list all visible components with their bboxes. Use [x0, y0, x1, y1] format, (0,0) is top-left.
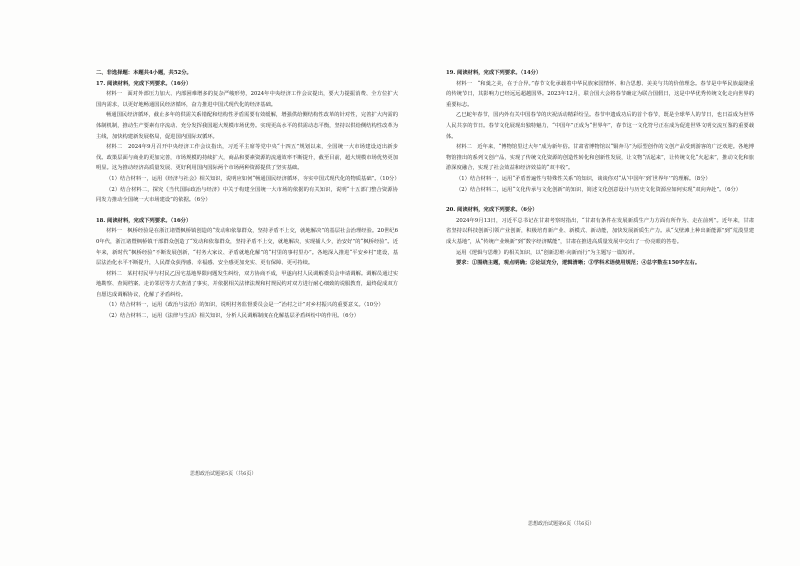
q18-title: 18. 阅读材料，完成下列要求。（16分） [96, 217, 192, 224]
q19-material-1-continued: 乙巳蛇年春节，国内外有关中国春节的庆祝活动精彩纷呈。春节申遗成功后的首个春节，既是全球华人的节日，也日益成为世界人民共享的节日。春节文化展现出独特魅力，“中国年”正成为“世界年”，春节这一文化符号正在成为促进世界文明交流互鉴的重要载体。 [446, 112, 754, 140]
page-5-footer: 思想政治试题第5页（共6页） [190, 471, 257, 477]
q18-question-1: （1）结合材料一，运用《政治与法治》的知识，说明村务监督委员会是一“治村之计”对乡村振兴的重要意义。（10分） [106, 302, 384, 309]
q17-material-1: 材料一 面对外部压力加大、内部困难增多的复杂严峻形势，2024年中央经济工作会议提出，要大力提振消费、全方位扩大国内需求，以更好地畅通国民经济循环，奋力推进中国式现代化的经济基础。 [96, 91, 398, 108]
q20-material: 2024年9月13日，习近平总书记在甘肃考察时指出，“甘肃有条件在发展新质生产力方面有所作为、走在前列”。近年来，甘肃省坚持以科技创新引领产业创新，积极培育新产业、新模式、新动能，加快发展新质生产力。从“戈壁滩上种出新能源”到“荒漠里建成大基地”，从“传统产业焕新”到“数字经济赋能”，甘肃在推进高质量发展中交出了一份亮眼的答卷。 [446, 217, 754, 245]
q18-question-2: （2）结合材料二，运用《法律与生活》相关知识，分析人民调解制度在化解基层矛盾纠纷中的作用。（6分） [106, 313, 360, 320]
q19-question-2: （2）结合材料二，运用“文化传承与文化创新”的知识，简述文化创意设计与历史文化资源应如何实现“双向奔赴”。（6分） [456, 186, 742, 193]
section-title: 二、非选择题：本题共4小题，共52分。 [96, 70, 192, 76]
q19-material-1: 材料一 “和羹之美，在于合异。”春节文化承载着中华民族家国情怀、和合思想、美美与共的价值理念。春节是中华民族最隆重的传统节日，其影响力已经远远超越国界。2023年12月，联合国大会将春节确定为联合国假日，这是中华优秀传统文化走向世界的重要标志。 [446, 80, 754, 108]
q20-requirements: 要求：①围绕主题，观点明确；②论证充分，逻辑清晰；③学科术语使用规范；④总字数在150字左右。 [456, 260, 701, 267]
q18-material-2: 材料二 某村村民甲与村民乙因宅基地界限问题发生纠纷，双方协商不成，甲遂向村人民调解委员会申请调解。调解员通过实地勘察、查阅档案、走访邻居等方式查清了事实，并依据相关法律法规和村规民约对双方进行耐心细致的说服教育，最终促成双方自愿达成调解协议，化解了矛盾纠纷。 [96, 270, 398, 298]
q18-material-1: 材料一 枫桥经验是在浙江诸暨枫桥镇创造的“发动和依靠群众，坚持矛盾不上交，就地解决”的基层社会治理经验。20世纪60年代，浙江诸暨枫桥镇干部群众创造了“发动和依靠群众，坚持矛盾不上交，就地解决，实现捕人少，治安好”的“枫桥经验”。近年来，新时代“枫桥经验”不断发展创新，“村务大家议、矛盾就地化解”的“村里的事村里办”。各地深入推进“平安乡村”建设，基层法治化水平不断提升，人民群众获得感、幸福感、安全感更加充实、更有保障、更可持续。 [96, 228, 398, 267]
q20-title: 20. 阅读材料，完成下列要求。（6分） [446, 207, 538, 214]
q17-question-1: （1）结合材料一，运用《经济与社会》相关知识，说明应如何“畅通国民经济循环，夯实中国式现代化的物质基础”。（10分） [106, 175, 400, 182]
q17-material-2: 材料二 2024年9月召开中央经济工作会议指出，习近平主席等党中央“十四五”规划以来，全国统一大市场建设迈出新步伐。政策层面与商业的更加完善，市场规模的持续扩大，商品和要素资源的流通效率不断提升，截至目前，超大规模市场优势更加明显。这为推动经济高质量发展、更好利用国内国际两个市场两种资源提供了坚实基础。 [96, 144, 398, 172]
q17-title: 17. 阅读材料，完成下列要求。（16分） [96, 80, 192, 87]
page-6-footer: 思想政治试题第6页（共6页） [528, 521, 595, 527]
q19-material-2: 材料二 近年来，“博物馆里过大年”成为新年俗。甘肃省博物馆以“铜奔马”为原型创作的文创产品受到游客的广泛欢迎。各地博物馆推出的系列文创产品，实现了传统文化资源的创造性转化和创新性发展，让文物“活起来”，让传统文化“火起来”，推动文化和旅游深度融合，实现了社会效益和经济效益的“双丰收”。 [446, 144, 754, 172]
q19-title: 19. 阅读材料，完成下列要求。（14分） [446, 70, 542, 76]
q17-question-2: （2）结合材料二，探究《当代国际政治与经济》中关于构建全国统一大市场的依据的有关知识，说明“十五部门整合资源协同发力推动全国统一大市场建设”的依据。（6分） [96, 186, 398, 204]
page-5-column [96, 68, 398, 322]
q19-question-1: （1）结合材料一，运用“矛盾普遍性与特殊性关系”的知识，谈谈你对“从‘中国年’到‘世界年’”的理解。（8分） [456, 175, 711, 182]
spacer [96, 206, 398, 216]
q20-task: 运用《逻辑与思维》的相关知识，以“创新思维·向新而行”为主题写一篇短评。 [456, 249, 638, 256]
q17-material-1-continued: 畅通国民经济循环，截止多年的供需关系错配和结构性矛盾需要有效缓解，增强供给侧结构性改革的针对性，完善扩大内需的体制机制，推动生产要素有序流动、充分发挥我国超大规模市场优势。实现更高水平的供需动态平衡，坚持以供给侧结构性改革为主线，加快构建新发展格局，促进国内国际双循环。 [96, 112, 398, 140]
page-6-column [446, 68, 754, 269]
spacer [446, 195, 754, 205]
